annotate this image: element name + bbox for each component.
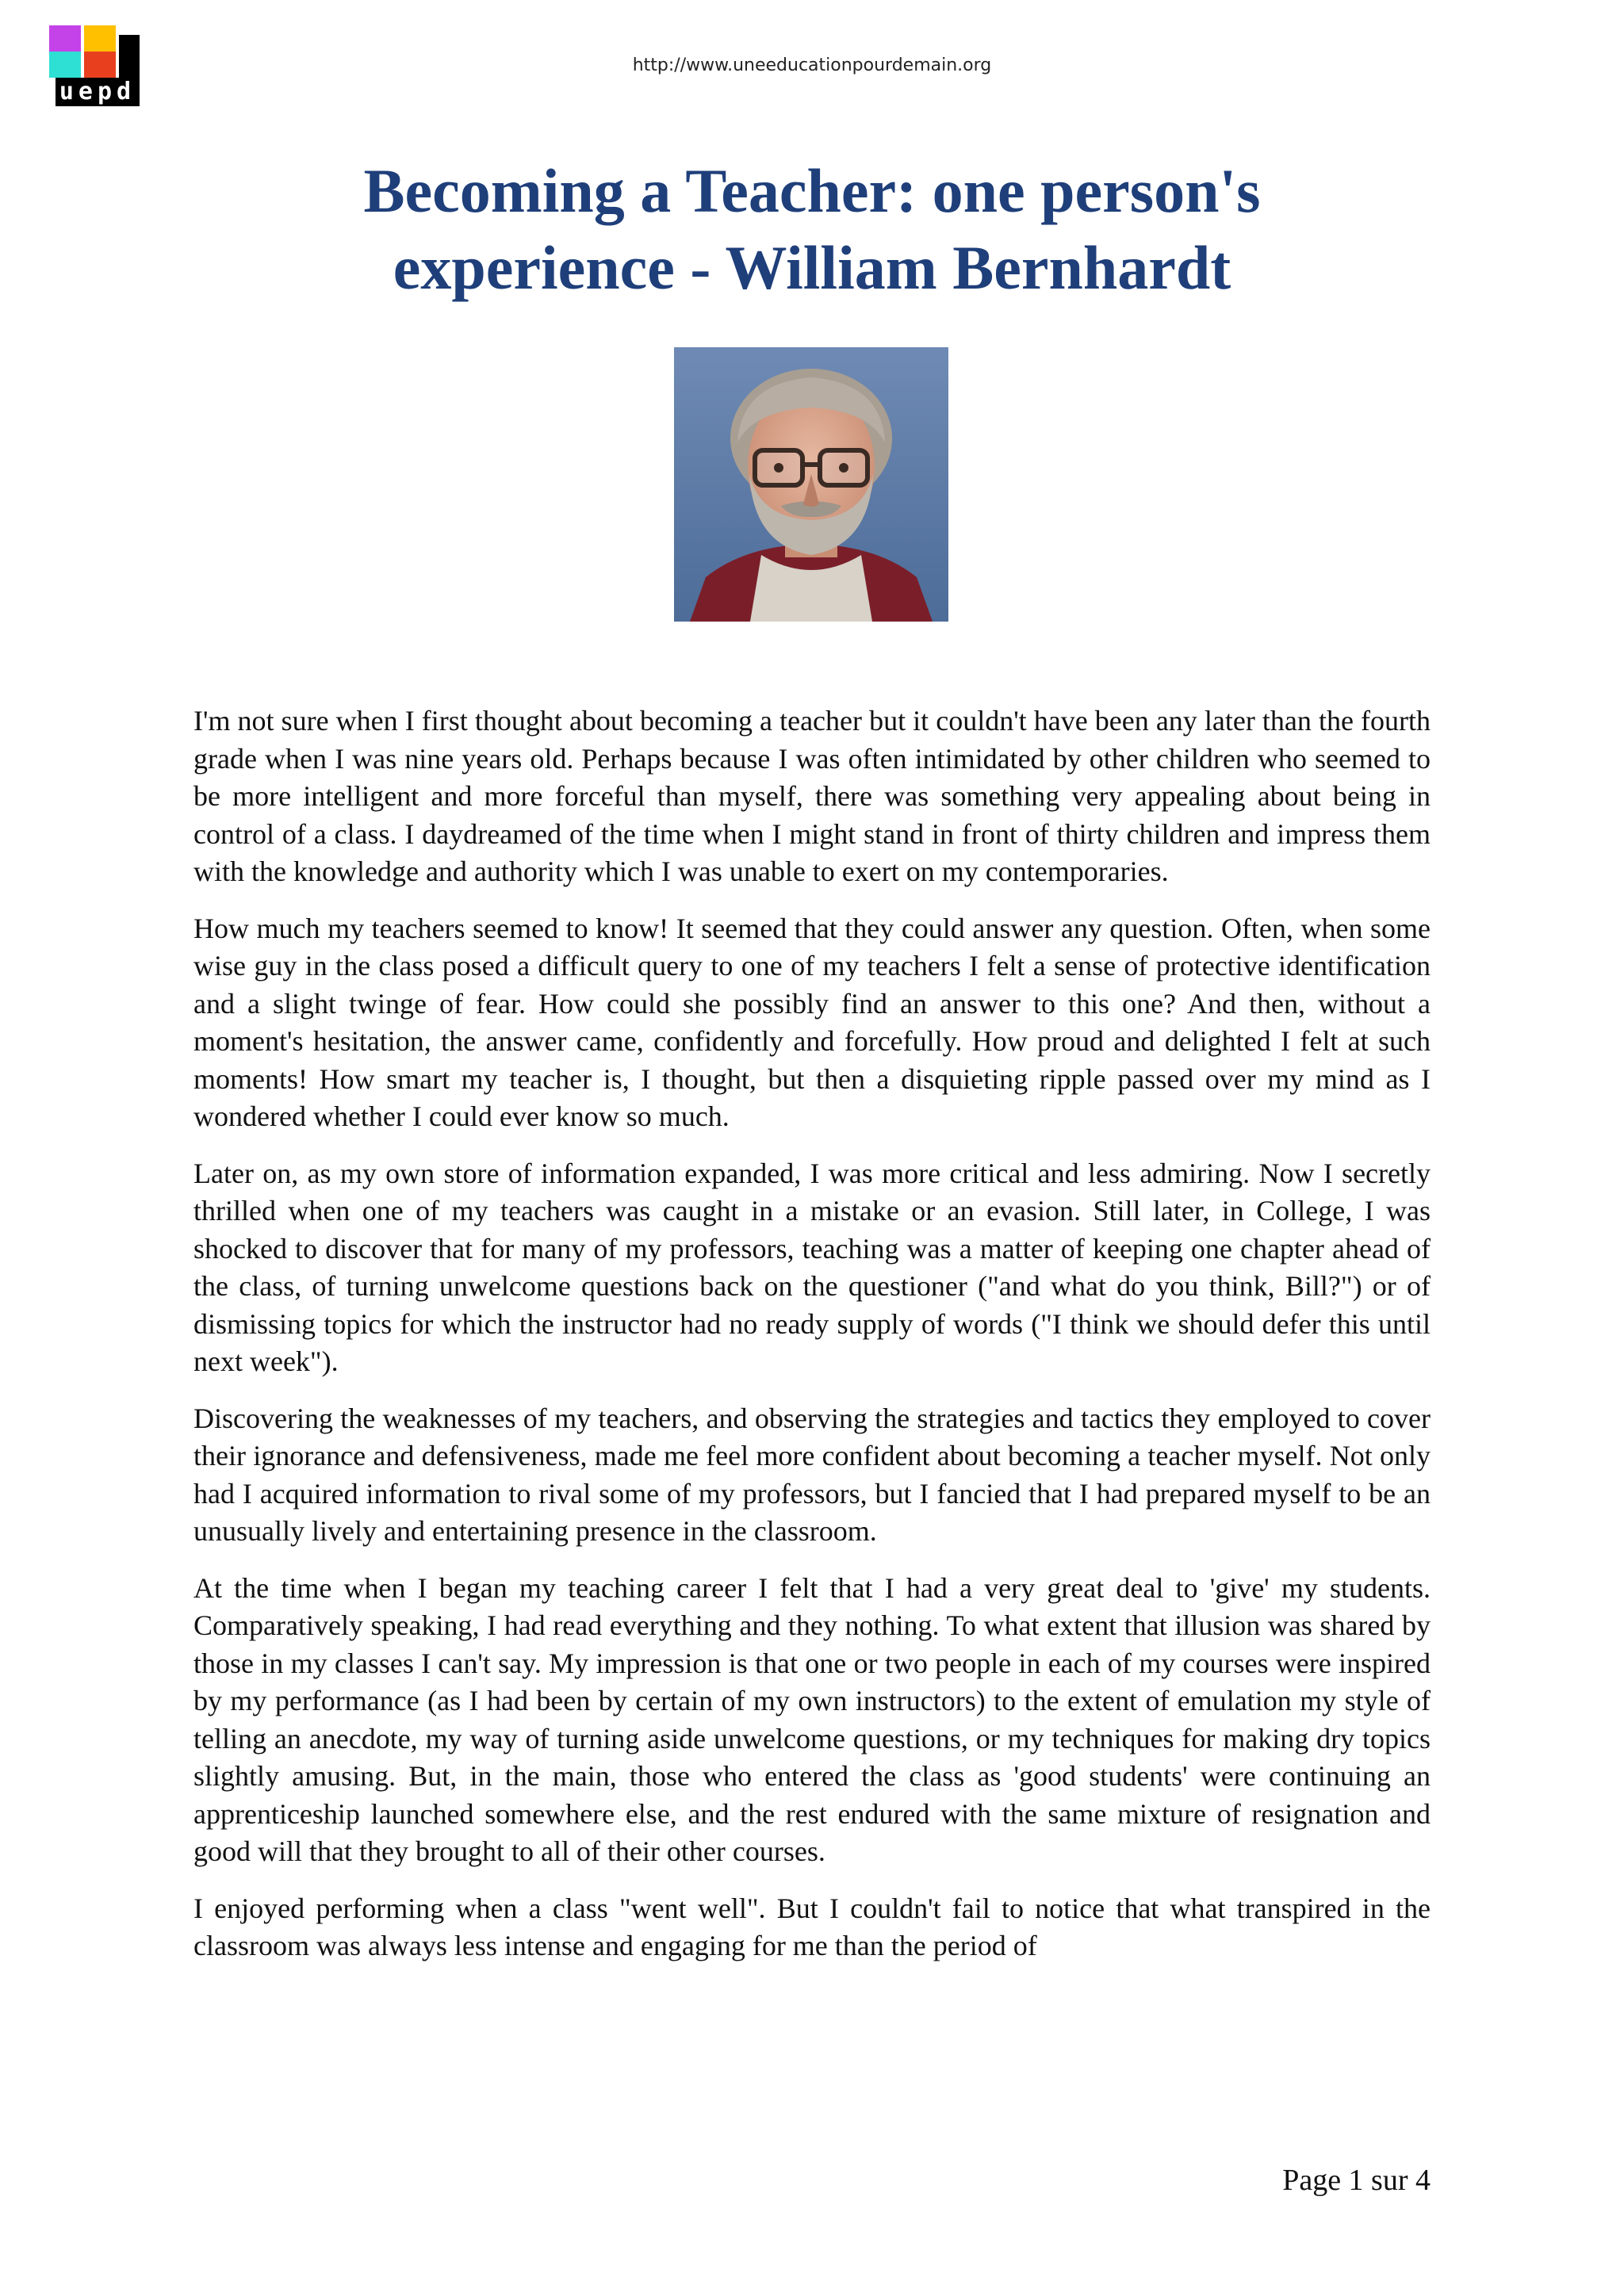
logo-square-purple bbox=[49, 25, 81, 52]
page-number: Page 1 sur 4 bbox=[1282, 2164, 1431, 2197]
paragraph-2: How much my teachers seemed to know! It seemed that they could answer any question. Often, when some wise guy in the class posed a difficult query to one of my teachers I felt a sense of protective identification and a slight twinge of fear. How could she possibly find an answer to this one? And then, without a moment's hesitation, the answer came, confidently and forcefully. How proud and delighted I felt at such moments! How smart my teacher is, I thought, but then a disquieting ripple passed over my mind as I wondered whether I could ever know so much. bbox=[193, 912, 1431, 1132]
author-portrait bbox=[674, 347, 948, 622]
logo-wordmark: uepd bbox=[56, 78, 140, 106]
paragraph-1: I'm not sure when I first thought about becoming a teacher but it couldn't have been any later than the fourth grade when I was nine years old. Perhaps because I was often intimidated by other children who seemed to be more intelligent and more forceful than myself, there was something very appealing about being in control of a class. I daydreamed of the time when I might stand in front of thirty children and impress them with the knowledge and authority which I was unable to exert on my contemporaries. bbox=[193, 705, 1431, 887]
page-title: Becoming a Teacher: one person's experience - William Bernhardt bbox=[363, 156, 1261, 302]
paragraph-3: Later on, as my own store of information expanded, I was more critical and less admiring. Now I secretly thrilled when one of my teachers was caught in a mistake or an evasion. Still later, in College, I was shocked to discover that for many of my professors, teaching was a matter of keeping one chapter ahead of the class, of turning unwelcome questions back on the questioner ("and what do you think, Bill?") or of dismissing topics for which the instructor had no ready supply of words ("I think we should defer this until next week"). bbox=[193, 1157, 1431, 1377]
logo-square-yellow bbox=[84, 25, 116, 52]
paragraph-5: At the time when I began my teaching career I felt that I had a very great deal to 'give' my students. Comparatively speaking, I had read everything and they nothing. To what extent that illusion was shared by those in my classes I can't say. My impression is that one or two people in each of my courses were inspired by my performance (as I had been by certain of my own instructors) to the extent of emulation my style of telling an anecdote, my way of turning aside unwelcome questions, or my techniques for making dry topics slightly amusing. But, in the main, those who entered the class as 'good students' were continuing an apprenticeship launched somewhere else, and the rest endured with the same mixture of resignation and good will that they brought to all of their other courses. bbox=[193, 1571, 1431, 1867]
article-body bbox=[193, 702, 1431, 1984]
paragraph-4: Discovering the weaknesses of my teachers, and observing the strategies and tactics they employed to cover their ignorance and defensiveness, made me feel more confident about becoming a teacher myself. Not only had I acquired information to rival some of my professors, but I fancied that I had prepared myself to be an unusually lively and entertaining presence in the classroom. bbox=[193, 1402, 1431, 1547]
site-url[interactable]: http://www.uneeducationpourdemain.org bbox=[632, 55, 992, 75]
paragraph-6: I enjoyed performing when a class "went well". But I couldn't fail to notice that what transpired in the classroom was always less intense and engaging for me than the period of bbox=[193, 1892, 1431, 1961]
